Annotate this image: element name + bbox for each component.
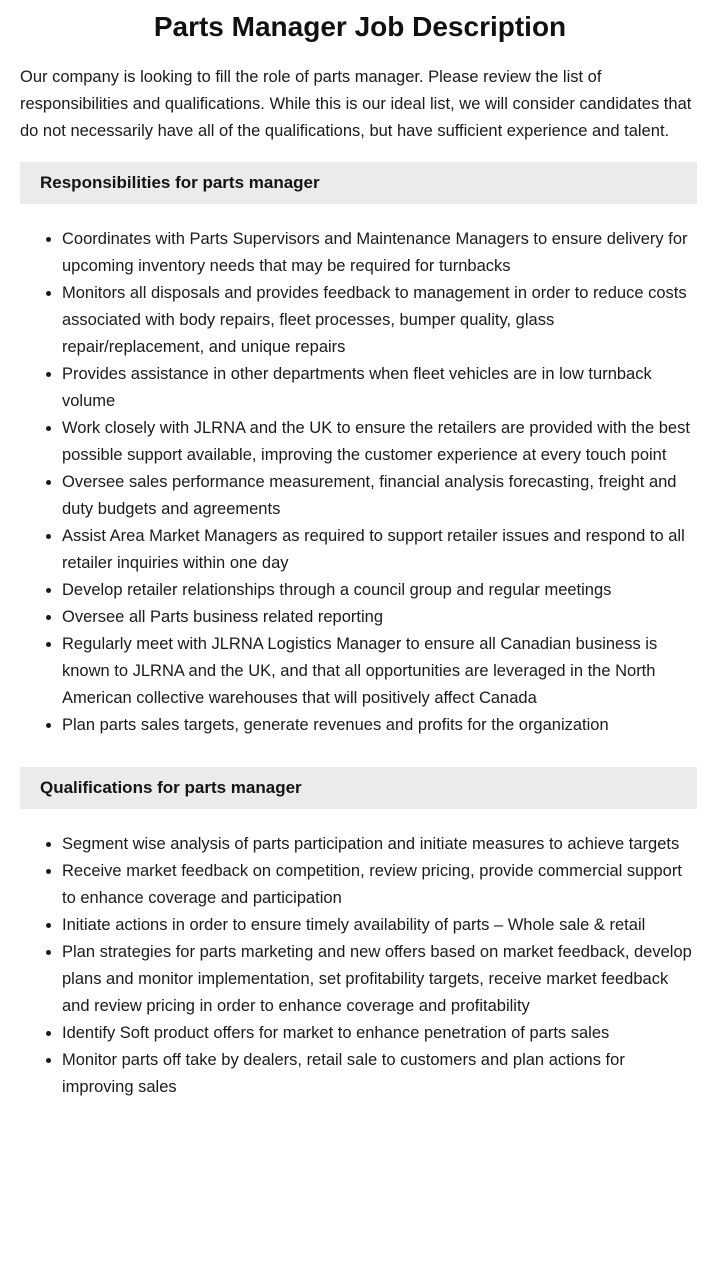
page-title: Parts Manager Job Description	[153, 11, 567, 42]
list-item: • Plan parts sales targets, generate revenues and profits for the organization	[62, 712, 700, 739]
list-item: • Work closely with JLRNA and the UK to ensure the retailers are provided with the best possible support available, improving the customer experience at every touch point	[62, 415, 700, 469]
list-item: • Coordinates with Parts Supervisors and Maintenance Managers to ensure delivery for upcoming inventory needs that may be required for turnbacks	[62, 226, 700, 280]
responsibilities-list	[20, 226, 700, 739]
section-heading-qualifications	[20, 767, 697, 809]
intro-paragraph: Our company is looking to fill the role of parts manager. Please review the list of responsibilities and qualifications. While this is our ideal list, we will consider candidates that do not necessarily have all of the qualifications, but have sufficient experience and talent.	[20, 68, 692, 140]
list-item: • Assist Area Market Managers as required to support retailer issues and respond to all retailer inquiries within one day	[62, 523, 700, 577]
list-item: • Oversee all Parts business related reporting	[62, 604, 700, 631]
list-item: • Monitors all disposals and provides feedback to management in order to reduce costs associated with body repairs, fleet processes, bumper quality, glass repair/replacement, and unique repairs	[62, 280, 700, 361]
list-item: • Segment wise analysis of parts participation and initiate measures to achieve targets	[62, 831, 700, 858]
list-item: • Identify Soft product offers for market to enhance penetration of parts sales	[62, 1020, 700, 1047]
list-item: • Oversee sales performance measurement, financial analysis forecasting, freight and duty budgets and agreements	[62, 469, 700, 523]
section-heading-responsibilities	[20, 162, 697, 204]
list-item: • Regularly meet with JLRNA Logistics Manager to ensure all Canadian business is known to JLRNA and the UK, and that all opportunities are leveraged in the North American collective warehouses that will positively affect Canada	[62, 631, 700, 712]
section-heading-text: Qualifications for parts manager	[40, 778, 302, 797]
qualifications-list	[20, 831, 700, 1101]
list-item: • Monitor parts off take by dealers, retail sale to customers and plan actions for improving sales	[62, 1047, 700, 1101]
section-heading-text: Responsibilities for parts manager	[40, 173, 320, 192]
list-item: • Initiate actions in order to ensure timely availability of parts – Whole sale & retail	[62, 912, 700, 939]
list-item: • Provides assistance in other departments when fleet vehicles are in low turnback volume	[62, 361, 700, 415]
list-item: • Develop retailer relationships through a council group and regular meetings	[62, 577, 700, 604]
list-item: • Receive market feedback on competition, review pricing, provide commercial support to enhance coverage and participation	[62, 858, 700, 912]
list-item: • Plan strategies for parts marketing and new offers based on market feedback, develop plans and monitor implementation, set profitability targets, receive market feedback and review pricing in order to enhance coverage and profitability	[62, 939, 700, 1020]
